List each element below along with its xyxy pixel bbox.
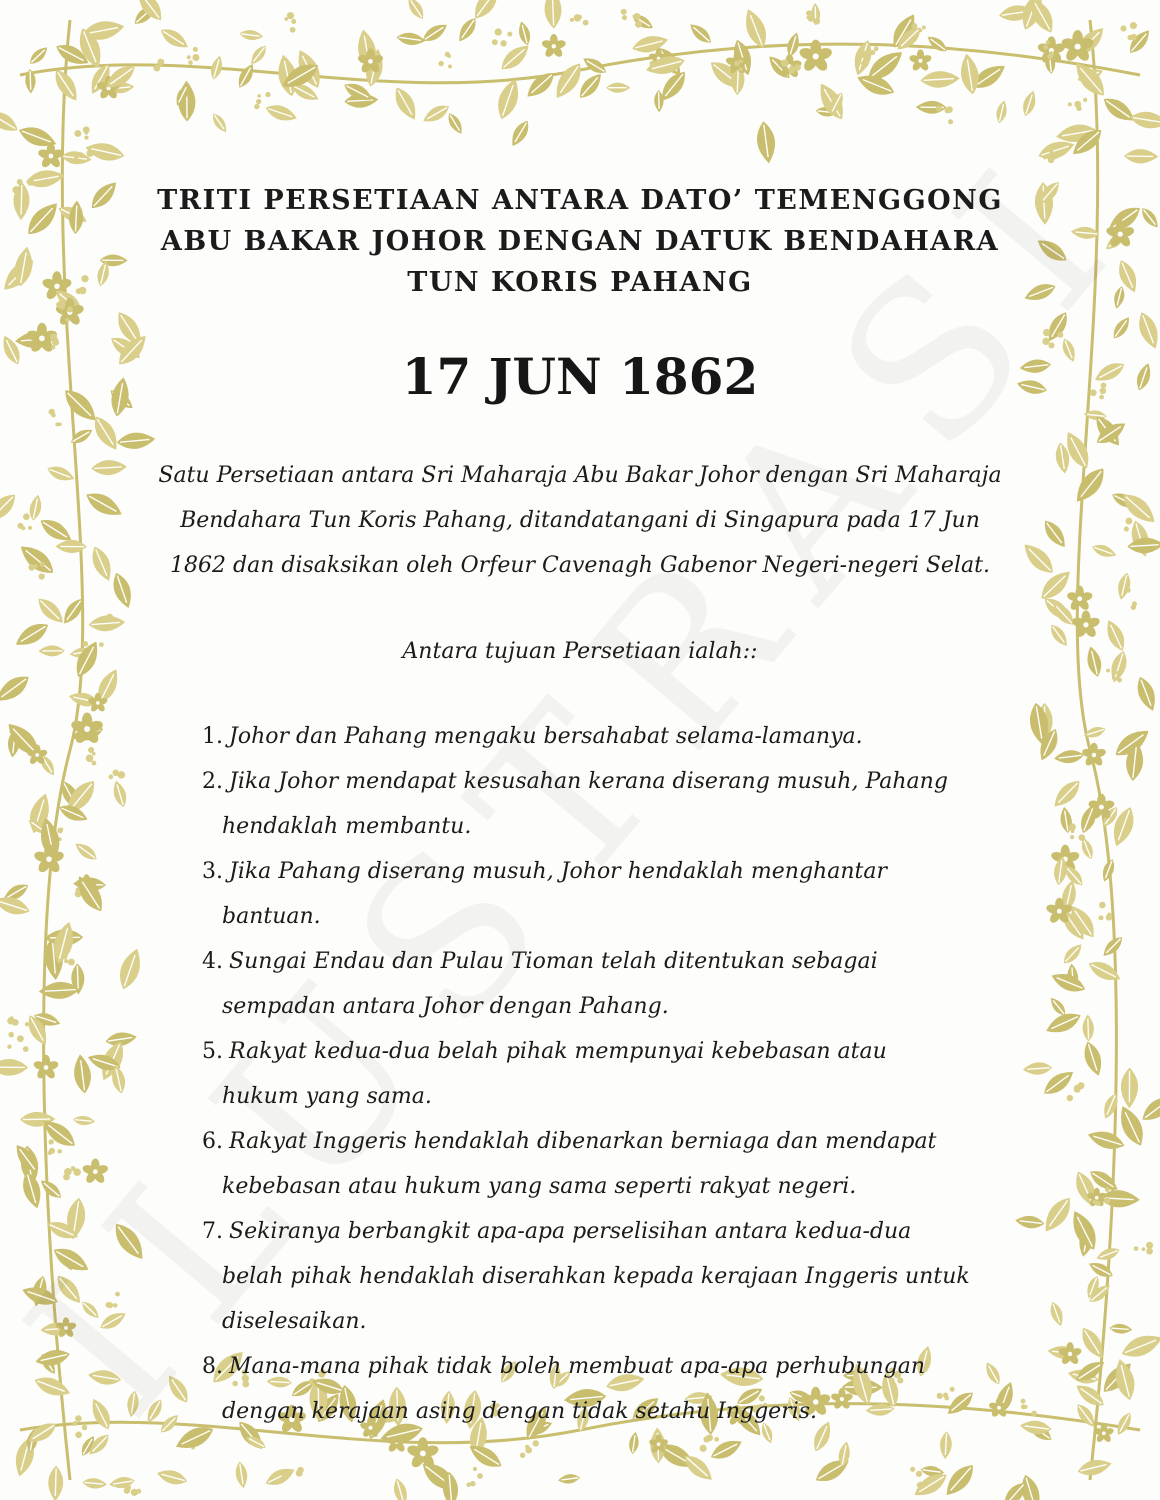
border-leaf-vein — [659, 92, 660, 109]
border-dot — [99, 642, 104, 647]
border-dot — [27, 179, 34, 186]
border-dot — [1130, 22, 1137, 29]
border-flower — [81, 1158, 109, 1184]
border-dot — [911, 23, 917, 29]
border-dot — [57, 828, 63, 834]
border-flower — [70, 713, 104, 746]
border-dot — [1099, 902, 1106, 909]
border-dot — [1067, 1095, 1073, 1101]
border-leaf — [1129, 109, 1160, 131]
border-dot — [633, 13, 640, 20]
border-dot — [291, 19, 296, 24]
border-dot — [23, 1046, 29, 1052]
border-dot — [635, 21, 642, 28]
border-dot — [28, 564, 34, 570]
border-dot — [1105, 1187, 1110, 1192]
border-dot — [110, 624, 115, 629]
border-dot — [23, 513, 30, 520]
border-dot — [788, 67, 795, 74]
border-dot — [1124, 527, 1129, 532]
border-dot — [1049, 51, 1054, 56]
border-dot — [75, 1415, 82, 1422]
border-dot — [495, 28, 502, 35]
border-dot — [284, 1470, 292, 1478]
border-dot — [48, 1139, 53, 1144]
border-dot — [1057, 332, 1063, 338]
document-title — [150, 180, 1010, 303]
border-dot — [1107, 913, 1111, 917]
border-dot — [1090, 389, 1097, 396]
title-line-1: TRITI PERSETIAAN ANTARA DATO’ TEMENGGONG — [157, 185, 1003, 216]
border-dot — [68, 959, 75, 966]
border-leaf — [1134, 309, 1160, 351]
border-dot — [22, 526, 26, 530]
border-dot — [296, 1470, 303, 1477]
list-item: 6. Rakyat Inggeris hendaklah dibenarkan berniaga dan mendapat kebebasan atau hukum yang sama seperti rakyat negeri. — [202, 1129, 937, 1199]
list-item: 8. Mana-mana pihak tidak boleh membuat apa-apa perhubungan dengan kerajaan asing dengan tidak setahu Inggeris. — [202, 1354, 926, 1424]
border-dot — [8, 1032, 14, 1038]
border-leaf-vein — [21, 185, 22, 214]
border-dot — [287, 12, 294, 19]
border-dot — [1070, 835, 1074, 839]
border-dot — [1049, 150, 1053, 154]
border-dot — [520, 1452, 525, 1457]
border-dot — [477, 1473, 483, 1479]
border-dot — [577, 15, 582, 20]
border-dot — [86, 755, 94, 763]
border-dot — [448, 64, 452, 68]
border-dot — [1043, 45, 1048, 50]
border-dot — [256, 99, 261, 104]
border-dot — [265, 92, 270, 97]
border-dot — [50, 333, 57, 340]
border-leaf-vein — [77, 966, 78, 990]
border-dot — [51, 345, 55, 349]
border-dot — [1116, 671, 1120, 675]
border-dot — [39, 573, 45, 579]
border-dot — [102, 616, 109, 623]
border-flower — [1066, 586, 1093, 612]
border-flower — [37, 143, 65, 169]
border-dot — [115, 1292, 120, 1297]
border-dot — [492, 39, 498, 45]
border-dot — [74, 130, 81, 137]
border-dot — [1101, 382, 1107, 388]
border-dot — [65, 318, 69, 322]
border-leaf — [0, 489, 21, 527]
border-dot — [1126, 588, 1131, 593]
border-leaf-vein — [55, 1468, 56, 1495]
border-dot — [621, 9, 627, 15]
border-dot — [861, 60, 869, 68]
border-dot — [108, 774, 113, 779]
border-flower — [33, 1055, 60, 1080]
border-dot — [1099, 915, 1104, 920]
border-dot — [49, 409, 55, 415]
border-dot — [81, 275, 88, 282]
border-dot — [1021, 1399, 1026, 1404]
border-dot — [1021, 1404, 1026, 1409]
border-dot — [910, 1467, 915, 1472]
list-item: 4. Sungai Endau dan Pulau Tioman telah ditentukan sebagai sempadan antara Johor dengan Pahang. — [202, 949, 878, 1019]
border-dot — [1042, 338, 1049, 345]
border-dot — [936, 105, 942, 111]
border-dot — [570, 18, 574, 22]
border-leaf — [391, 1477, 410, 1500]
border-dot — [188, 60, 193, 65]
list-item: 7. Sekiranya berbangkit apa-apa perselisihan antara kedua-dua belah pihak hendaklah diserahkan kepada kerajaan Inggeris untuk diselesaikan. — [202, 1219, 970, 1334]
border-dot — [466, 1483, 471, 1488]
border-leaf-vein — [30, 71, 31, 90]
border-dot — [73, 1421, 78, 1426]
intro-paragraph: Satu Persetiaan antara Sri Maharaja Abu Bakar Johor dengan Sri Maharaja Bendahara Tun Koris Pahang, ditandatangani di Singapura pada 17 Jun 1862 dan disaksikan oleh Orfeur Cavenagh Gabenor Negeri-negeri Selat. — [158, 463, 1002, 578]
border-dot — [916, 1471, 922, 1477]
border-dot — [1068, 102, 1072, 106]
border-dot — [781, 59, 789, 67]
border-dot — [1074, 101, 1081, 108]
border-dot — [507, 32, 512, 37]
border-dot — [40, 562, 45, 567]
border-dot — [500, 40, 506, 46]
border-flower — [1058, 1342, 1083, 1366]
border-dot — [922, 26, 926, 30]
treaty-date: 17 JUN 1862 — [401, 347, 759, 406]
objectives-lead: Antara tujuan Persetiaan ialah:: — [402, 639, 758, 664]
border-dot — [1083, 98, 1087, 102]
border-dot — [1112, 676, 1116, 680]
border-leaf — [1138, 1090, 1160, 1126]
border-dot — [73, 1168, 81, 1176]
border-dot — [49, 1148, 55, 1154]
border-dot — [192, 54, 199, 61]
border-dot — [734, 61, 740, 67]
border-dot — [113, 1303, 117, 1307]
border-dot — [79, 153, 84, 158]
border-dot — [1069, 823, 1076, 830]
border-dot — [74, 156, 79, 161]
border-dot — [17, 1035, 24, 1042]
border-dot — [28, 526, 32, 530]
border-flower — [909, 49, 933, 72]
border-dot — [1138, 513, 1143, 518]
border-dot — [806, 10, 811, 15]
border-dot — [12, 186, 19, 193]
list-item: 5. Rakyat kedua-dua belah pihak mempunyai kebebasan atau hukum yang sama. — [202, 1039, 887, 1109]
title-line-2: ABU BAKAR JOHOR DENGAN DATUK BENDAHARA — [160, 226, 1000, 257]
border-dot — [860, 51, 867, 58]
border-dot — [64, 959, 68, 963]
border-leaf-vein — [1088, 1019, 1089, 1040]
border-dot — [59, 304, 65, 310]
border-dot — [1142, 1247, 1146, 1251]
border-dot — [1048, 342, 1054, 348]
border-dot — [583, 20, 589, 26]
border-dot — [946, 106, 953, 113]
border-leaf — [0, 670, 34, 707]
border-dot — [9, 1016, 13, 1020]
border-dot — [1127, 35, 1132, 40]
border-dot — [1077, 1082, 1084, 1089]
list-item: 2. Jika Johor mendapat kesusahan kerana diserang musuh, Pahang hendaklah membantu. — [202, 769, 948, 839]
border-flower — [55, 1317, 77, 1338]
border-dot — [438, 61, 443, 66]
border-dot — [57, 1149, 61, 1153]
border-dot — [124, 1487, 130, 1493]
border-dot — [1100, 388, 1106, 394]
border-dot — [83, 126, 90, 133]
list-item: 1. Johor dan Pahang mengaku bersahabat selama-lamanya. — [202, 724, 863, 749]
border-dot — [58, 422, 62, 426]
border-dot — [807, 16, 811, 20]
border-dot — [75, 1432, 82, 1439]
border-dot — [870, 50, 875, 55]
border-dot — [254, 104, 259, 109]
border-dot — [1031, 1411, 1037, 1417]
border-dot — [739, 67, 743, 71]
border-dot — [7, 1044, 11, 1048]
border-dot — [92, 752, 96, 756]
border-dot — [1043, 156, 1047, 160]
border-dot — [158, 60, 163, 65]
border-dot — [1106, 669, 1110, 673]
border-dot — [17, 179, 23, 185]
border-dot — [918, 28, 922, 32]
title-line-3: TUN KORIS PAHANG — [407, 267, 753, 298]
border-dot — [61, 953, 68, 960]
border-dot — [739, 59, 743, 63]
border-dot — [187, 55, 191, 59]
border-dot — [83, 641, 89, 647]
list-item: 3. Jika Pahang diserang musuh, Johor hendaklah menghantar bantuan. — [202, 859, 887, 929]
document-content — [150, 180, 1010, 1450]
border-dot — [1048, 157, 1055, 164]
border-dot — [25, 1022, 29, 1026]
border-dot — [445, 52, 450, 57]
border-dot — [1125, 518, 1132, 525]
border-dot — [136, 1489, 141, 1494]
border-dot — [1099, 395, 1104, 400]
border-leaf — [404, 0, 427, 22]
border-dot — [1117, 678, 1122, 683]
border-dot — [67, 307, 73, 313]
border-leaf — [1118, 1329, 1160, 1362]
border-dot — [473, 1467, 477, 1471]
border-dot — [82, 1425, 88, 1431]
border-flower — [541, 34, 567, 59]
border-dot — [79, 287, 86, 294]
border-flower — [1071, 611, 1101, 639]
border-dot — [1046, 40, 1050, 44]
border-dot — [814, 18, 820, 24]
border-dot — [1095, 1201, 1100, 1206]
border-dot — [84, 135, 88, 139]
border-dot — [1043, 329, 1050, 336]
border-dot — [874, 46, 879, 51]
border-dot — [91, 761, 96, 766]
border-dot — [470, 1481, 476, 1487]
border-dot — [257, 94, 261, 98]
border-dot — [726, 67, 731, 72]
border-dot — [1120, 25, 1126, 31]
border-dot — [1131, 605, 1136, 610]
border-dot — [622, 15, 627, 20]
border-dot — [1146, 1242, 1153, 1249]
border-dot — [948, 119, 953, 124]
border-dot — [290, 27, 296, 33]
border-dot — [105, 1302, 111, 1308]
border-dot — [117, 772, 121, 776]
border-dot — [1104, 1198, 1110, 1204]
border-dot — [153, 64, 160, 71]
border-dot — [1134, 1246, 1139, 1251]
objectives-list — [150, 714, 1010, 1434]
border-dot — [58, 959, 62, 963]
border-dot — [63, 1174, 70, 1181]
border-dot — [86, 150, 93, 157]
border-dot — [193, 47, 198, 52]
